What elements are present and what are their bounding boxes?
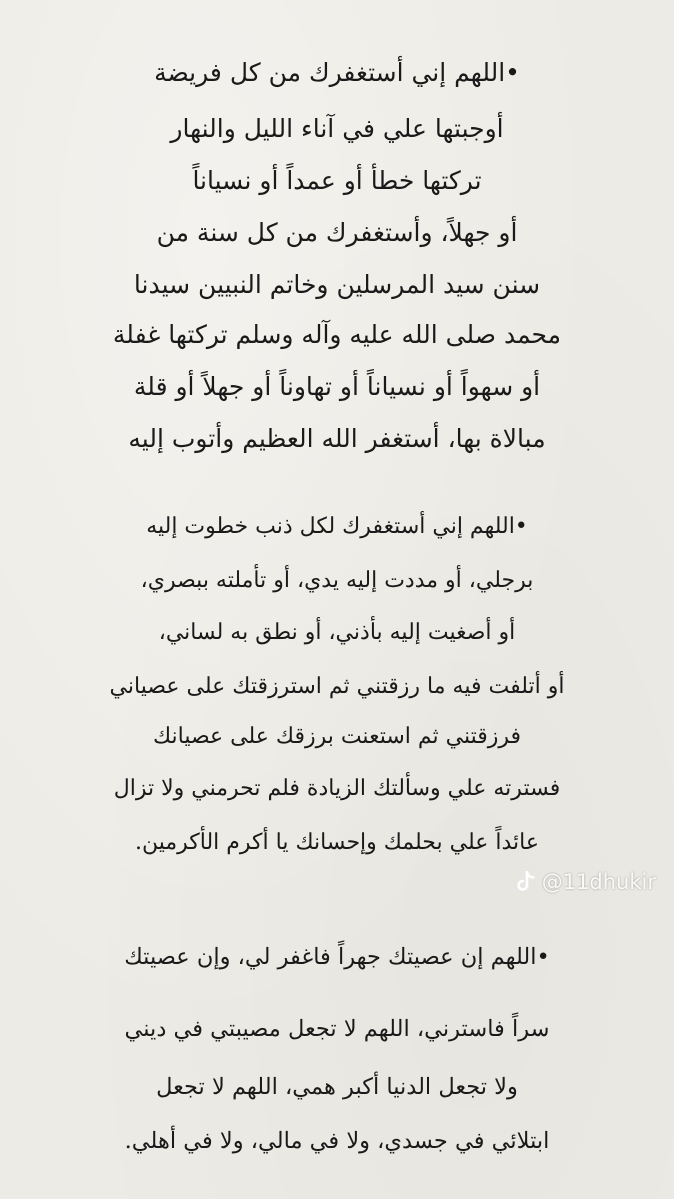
text-line: •اللهم إني أستغفرك من كل فريضة (154, 58, 520, 87)
text-line: •اللهم إني أستغفرك لكل ذنب خطوت إليه (146, 514, 528, 539)
text-line: ولا تجعل الدنيا أكبر همي، اللهم لا تجعل (156, 1074, 518, 1100)
text-line: سراً فاسترني، اللهم لا تجعل مصيبتي في ديني (124, 1016, 550, 1042)
text-line: سنن سيد المرسلين وخاتم النبيين سيدنا (133, 270, 541, 299)
text-line: تركتها خطأ أو عمداً أو نسياناً (192, 166, 482, 195)
text-line: أو أتلفت فيه ما رزقتني ثم استرزقتك على عصياني (109, 674, 565, 699)
text-line: أو جهلاً، وأستغفرك من كل سنة من (156, 218, 518, 247)
text-line: مبالاة بها، أستغفر الله العظيم وأتوب إليه (128, 424, 546, 453)
text-line: عائداً علي بحلمك وإحسانك يا أكرم الأكرمين. (135, 830, 539, 855)
watermark (516, 866, 656, 898)
text-line: أوجبتها علي في آناء الليل والنهار (170, 114, 504, 143)
text-line: أو أصغيت إليه بأذني، أو نطق به لساني، (158, 620, 516, 645)
text-line: برجلي، أو مددت إليه يدي، أو تأملته ببصري، (140, 568, 534, 593)
tiktok-icon (516, 871, 536, 893)
text-line: ابتلائي في جسدي، ولا في مالي، ولا في أهلي. (124, 1128, 550, 1154)
text-line: أو سهواً أو نسياناً أو تهاوناً أو جهلاً أو قلة (133, 372, 541, 401)
text-line: فسترته علي وسألتك الزيادة فلم تحرمني ولا تزال (113, 776, 561, 801)
text-line: •اللهم إن عصيتك جهراً فاغفر لي، وإن عصيتك (124, 944, 550, 970)
watermark-handle: @11dhukir (541, 870, 656, 894)
text-line: فرزقتني ثم استعنت برزقك على عصيانك (152, 724, 522, 749)
text-line: محمد صلى الله عليه وآله وسلم تركتها غفلة (112, 320, 562, 349)
